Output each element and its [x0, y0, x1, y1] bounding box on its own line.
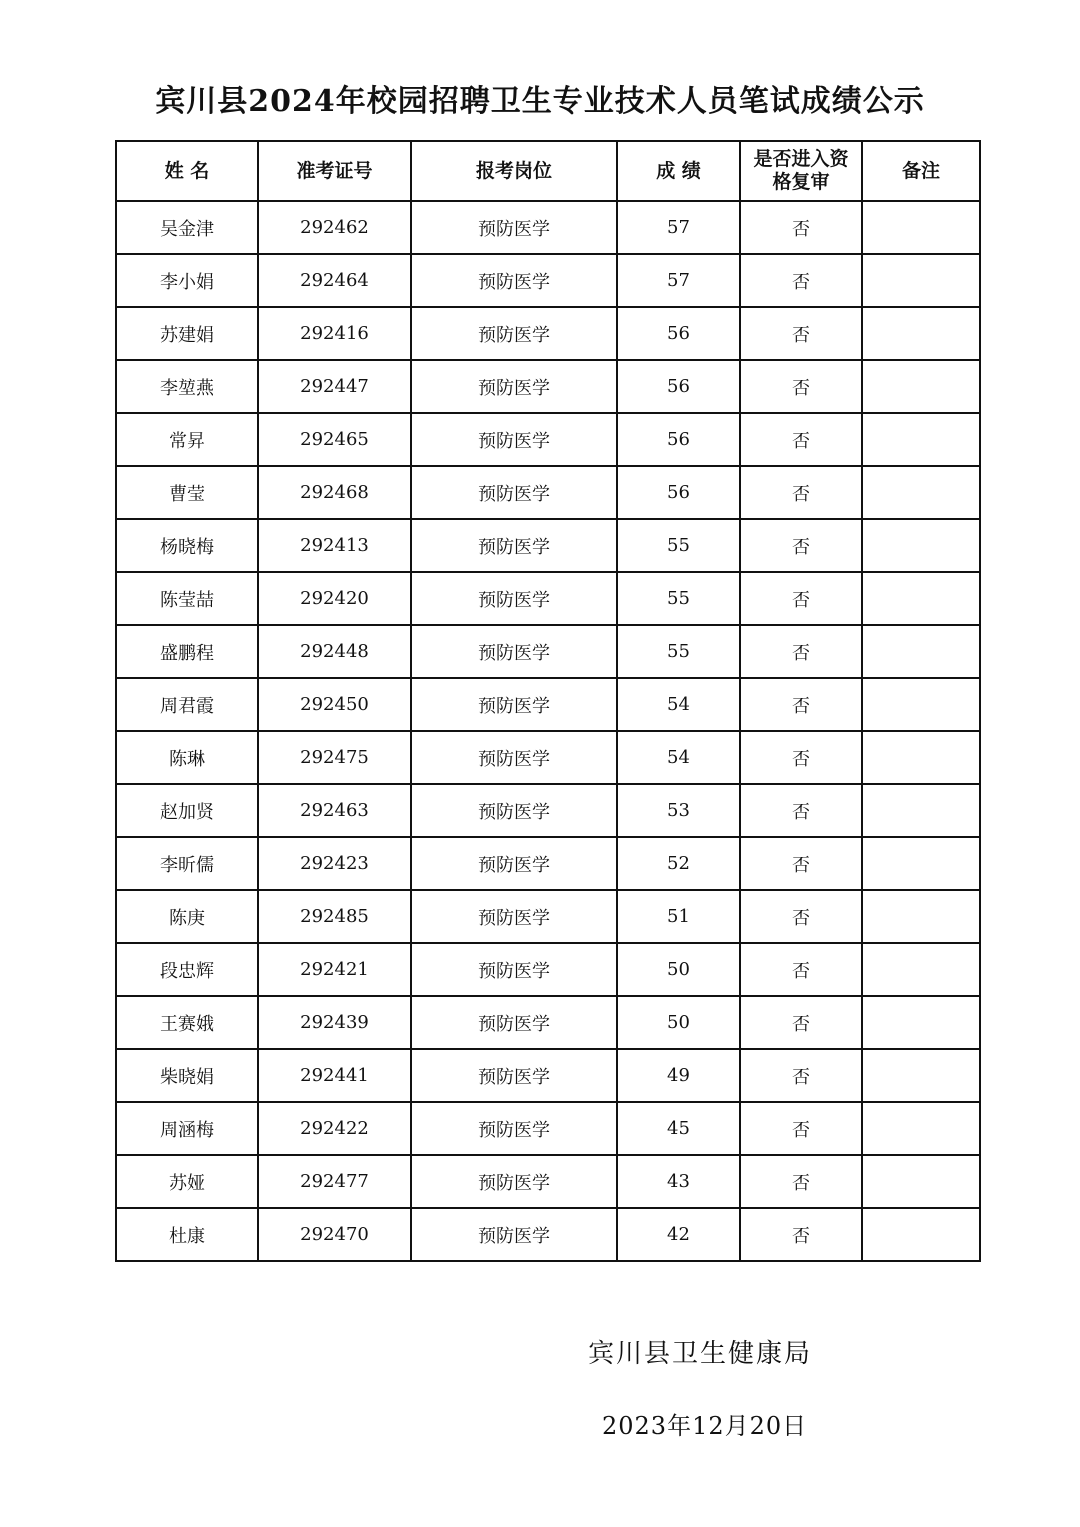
- cell-exam-number: 292420: [258, 572, 411, 625]
- cell-name: 盛鹏程: [116, 625, 258, 678]
- table-row: [116, 413, 980, 466]
- table-row: [116, 519, 980, 572]
- cell-qualification-review: 否: [740, 784, 862, 837]
- cell-qualification-review: 否: [740, 466, 862, 519]
- cell-name: 曹莹: [116, 466, 258, 519]
- cell-exam-number: 292463: [258, 784, 411, 837]
- cell-remarks: [862, 1155, 980, 1208]
- cell-position: 预防医学: [411, 678, 617, 731]
- cell-exam-number: 292447: [258, 360, 411, 413]
- cell-exam-number: 292465: [258, 413, 411, 466]
- table-row: [116, 678, 980, 731]
- cell-exam-number: 292441: [258, 1049, 411, 1102]
- page-title: 宾川县2024年校园招聘卫生专业技术人员笔试成绩公示: [155, 84, 925, 119]
- cell-remarks: [862, 731, 980, 784]
- cell-score: 54: [617, 678, 740, 731]
- cell-name: 段忠辉: [116, 943, 258, 996]
- cell-remarks: [862, 360, 980, 413]
- table-row: [116, 307, 980, 360]
- cell-remarks: [862, 572, 980, 625]
- cell-qualification-review: 否: [740, 731, 862, 784]
- header-position: 报考岗位: [411, 141, 617, 201]
- cell-name: 周君霞: [116, 678, 258, 731]
- table-row: [116, 784, 980, 837]
- cell-exam-number: 292475: [258, 731, 411, 784]
- cell-name: 王赛娥: [116, 996, 258, 1049]
- cell-remarks: [862, 943, 980, 996]
- cell-remarks: [862, 519, 980, 572]
- cell-score: 52: [617, 837, 740, 890]
- cell-position: 预防医学: [411, 731, 617, 784]
- table-row: [116, 254, 980, 307]
- cell-score: 56: [617, 360, 740, 413]
- cell-position: 预防医学: [411, 413, 617, 466]
- cell-score: 57: [617, 254, 740, 307]
- cell-qualification-review: 否: [740, 307, 862, 360]
- table-row: [116, 572, 980, 625]
- cell-name: 李小娟: [116, 254, 258, 307]
- cell-score: 56: [617, 307, 740, 360]
- cell-remarks: [862, 837, 980, 890]
- cell-exam-number: 292450: [258, 678, 411, 731]
- cell-remarks: [862, 625, 980, 678]
- cell-remarks: [862, 413, 980, 466]
- cell-exam-number: 292439: [258, 996, 411, 1049]
- cell-position: 预防医学: [411, 201, 617, 254]
- cell-name: 陈琳: [116, 731, 258, 784]
- cell-position: 预防医学: [411, 254, 617, 307]
- cell-qualification-review: 否: [740, 625, 862, 678]
- cell-name: 赵加贤: [116, 784, 258, 837]
- cell-position: 预防医学: [411, 466, 617, 519]
- cell-qualification-review: 否: [740, 1049, 862, 1102]
- cell-exam-number: 292448: [258, 625, 411, 678]
- cell-name: 李昕儒: [116, 837, 258, 890]
- cell-exam-number: 292423: [258, 837, 411, 890]
- table-row: [116, 625, 980, 678]
- table-row: [116, 201, 980, 254]
- cell-exam-number: 292413: [258, 519, 411, 572]
- cell-score: 53: [617, 784, 740, 837]
- cell-exam-number: 292485: [258, 890, 411, 943]
- cell-qualification-review: 否: [740, 890, 862, 943]
- cell-score: 57: [617, 201, 740, 254]
- cell-position: 预防医学: [411, 890, 617, 943]
- cell-name: 陈莹喆: [116, 572, 258, 625]
- cell-remarks: [862, 890, 980, 943]
- cell-name: 陈庚: [116, 890, 258, 943]
- header-exam-number: 准考证号: [258, 141, 411, 201]
- cell-qualification-review: 否: [740, 678, 862, 731]
- cell-position: 预防医学: [411, 943, 617, 996]
- cell-qualification-review: 否: [740, 254, 862, 307]
- cell-name: 杨晓梅: [116, 519, 258, 572]
- table-row: [116, 996, 980, 1049]
- header-score: 成 绩: [617, 141, 740, 201]
- cell-name: 吴金津: [116, 201, 258, 254]
- cell-score: 55: [617, 519, 740, 572]
- cell-exam-number: 292462: [258, 201, 411, 254]
- cell-qualification-review: 否: [740, 1155, 862, 1208]
- table-row: [116, 466, 980, 519]
- cell-position: 预防医学: [411, 837, 617, 890]
- cell-score: 50: [617, 996, 740, 1049]
- cell-score: 42: [617, 1208, 740, 1261]
- cell-remarks: [862, 466, 980, 519]
- cell-qualification-review: 否: [740, 572, 862, 625]
- cell-qualification-review: 否: [740, 413, 862, 466]
- cell-position: 预防医学: [411, 784, 617, 837]
- table-row: [116, 1102, 980, 1155]
- cell-remarks: [862, 784, 980, 837]
- cell-score: 55: [617, 572, 740, 625]
- header-remarks: 备注: [862, 141, 980, 201]
- cell-score: 56: [617, 466, 740, 519]
- cell-exam-number: 292464: [258, 254, 411, 307]
- cell-qualification-review: 否: [740, 201, 862, 254]
- cell-qualification-review: 否: [740, 1102, 862, 1155]
- cell-position: 预防医学: [411, 572, 617, 625]
- cell-position: 预防医学: [411, 1208, 617, 1261]
- cell-exam-number: 292416: [258, 307, 411, 360]
- table-row: [116, 360, 980, 413]
- cell-remarks: [862, 1049, 980, 1102]
- cell-exam-number: 292477: [258, 1155, 411, 1208]
- cell-position: 预防医学: [411, 519, 617, 572]
- cell-qualification-review: 否: [740, 943, 862, 996]
- cell-qualification-review: 否: [740, 360, 862, 413]
- cell-score: 43: [617, 1155, 740, 1208]
- cell-qualification-review: 否: [740, 837, 862, 890]
- issuing-organization: 宾川县卫生健康局: [588, 1339, 813, 1369]
- cell-name: 柴晓娟: [116, 1049, 258, 1102]
- cell-score: 56: [617, 413, 740, 466]
- cell-remarks: [862, 996, 980, 1049]
- issue-date: 2023年12月20日: [602, 1412, 808, 1440]
- cell-exam-number: 292470: [258, 1208, 411, 1261]
- cell-exam-number: 292468: [258, 466, 411, 519]
- header-qualification-review: 是否进入资格复审: [740, 141, 862, 201]
- table-header-row: [116, 141, 980, 201]
- cell-qualification-review: 否: [740, 519, 862, 572]
- cell-name: 杜康: [116, 1208, 258, 1261]
- cell-position: 预防医学: [411, 307, 617, 360]
- cell-exam-number: 292421: [258, 943, 411, 996]
- cell-remarks: [862, 201, 980, 254]
- table-row: [116, 1155, 980, 1208]
- cell-name: 苏建娟: [116, 307, 258, 360]
- table-row: [116, 731, 980, 784]
- cell-score: 49: [617, 1049, 740, 1102]
- cell-score: 51: [617, 890, 740, 943]
- cell-remarks: [862, 307, 980, 360]
- cell-score: 50: [617, 943, 740, 996]
- table-row: [116, 1208, 980, 1261]
- cell-remarks: [862, 1102, 980, 1155]
- cell-qualification-review: 否: [740, 996, 862, 1049]
- cell-name: 周涵梅: [116, 1102, 258, 1155]
- cell-name: 苏娅: [116, 1155, 258, 1208]
- table-row: [116, 890, 980, 943]
- cell-remarks: [862, 678, 980, 731]
- cell-score: 54: [617, 731, 740, 784]
- cell-remarks: [862, 254, 980, 307]
- cell-position: 预防医学: [411, 1102, 617, 1155]
- cell-name: 李堃燕: [116, 360, 258, 413]
- header-name: 姓 名: [116, 141, 258, 201]
- cell-name: 常昇: [116, 413, 258, 466]
- cell-position: 预防医学: [411, 625, 617, 678]
- table-row: [116, 837, 980, 890]
- cell-position: 预防医学: [411, 1155, 617, 1208]
- cell-position: 预防医学: [411, 1049, 617, 1102]
- cell-score: 55: [617, 625, 740, 678]
- cell-remarks: [862, 1208, 980, 1261]
- cell-score: 45: [617, 1102, 740, 1155]
- cell-position: 预防医学: [411, 996, 617, 1049]
- cell-exam-number: 292422: [258, 1102, 411, 1155]
- scores-table: [115, 140, 981, 1262]
- table-row: [116, 943, 980, 996]
- cell-qualification-review: 否: [740, 1208, 862, 1261]
- cell-position: 预防医学: [411, 360, 617, 413]
- table-row: [116, 1049, 980, 1102]
